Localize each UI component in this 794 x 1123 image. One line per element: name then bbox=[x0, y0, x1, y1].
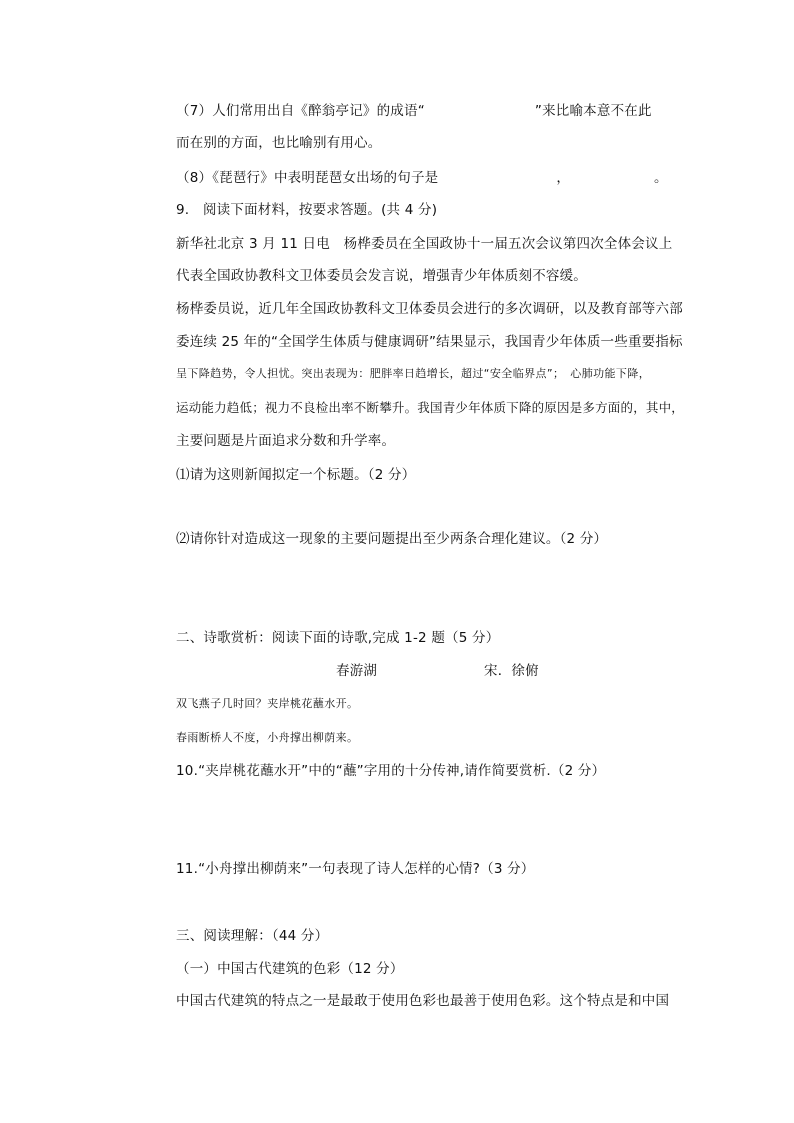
question-11: 11.“小舟撑出柳荫来”一句表现了诗人怎样的心情?（3 分） bbox=[176, 861, 535, 877]
q9-material-line-4: 委连续 25 年的“全国学生体质与健康调研”结果显示，我国青少年体质一些重要指标 bbox=[176, 334, 683, 350]
q7-text-part1: （7）人们常用出自《醉翁亭记》的成语“ bbox=[176, 103, 425, 119]
question-10: 10.“夹岸桃花蘸水开”中的“蘸”字用的十分传神,请作简要赏析.（2 分） bbox=[176, 763, 606, 779]
q9-material-line-7: 主要问题是片面追求分数和升学率。 bbox=[176, 433, 396, 449]
q8-comma: ， bbox=[556, 170, 571, 186]
q8-text: （8）《琵琶行》中表明琵琶女出场的句子是 bbox=[176, 170, 439, 186]
q8-line bbox=[176, 168, 668, 188]
q9-material-line-5: 呈下降趋势，令人担忧。突出表现为：肥胖率日趋增长，超过“安全临界点”； 心肺功能下降， bbox=[176, 367, 651, 380]
q9-material-line-1: 新华社北京 3 月 11 日电 杨桦委员在全国政协十一届五次会议第四次全体会议上 bbox=[176, 236, 673, 252]
reading-passage-line-1: 中国古代建筑的特点之一是最敢于使用色彩也最善于使用色彩。这个特点是和中国 bbox=[176, 993, 670, 1009]
q9-sub-question-1: ⑴请为这则新闻拟定一个标题。（2 分） bbox=[176, 467, 416, 483]
q9-title: 9. 阅读下面材料，按要求答题。(共 4 分) bbox=[176, 202, 438, 218]
q9-sub-question-2: ⑵请你针对造成这一现象的主要问题提出至少两条合理化建议。（2 分） bbox=[176, 531, 608, 547]
q7-text-part2: ”来比喻本意不在此 bbox=[534, 103, 652, 119]
q9-material-line-6: 运动能力趋低；视力不良检出率不断攀升。我国青少年体质下降的原因是多方面的，其中， bbox=[176, 400, 685, 415]
poem-author: 宋．徐俯 bbox=[484, 663, 539, 679]
reading-section-heading: 三、阅读理解：（44 分） bbox=[176, 928, 329, 944]
poem-line-1: 双飞燕子几时回？夹岸桃花蘸水开。 bbox=[176, 697, 359, 710]
q9-material-line-2: 代表全国政协教科文卫体委员会发言说，增强青少年体质刻不容缓。 bbox=[176, 268, 587, 284]
reading-sub-heading: （一）中国古代建筑的色彩（12 分） bbox=[176, 961, 404, 977]
q7-line-2: 而在别的方面，也比喻别有用心。 bbox=[176, 135, 382, 151]
poetry-section-heading: 二、诗歌赏析：阅读下面的诗歌,完成 1-2 题（5 分） bbox=[176, 630, 500, 646]
poem-line-2: 春雨断桥人不度，小舟撑出柳荫来。 bbox=[176, 731, 359, 744]
q8-period: 。 bbox=[654, 170, 668, 186]
q9-material-line-3: 杨桦委员说，近几年全国政协教科文卫体委员会进行的多次调研，以及教育部等六部 bbox=[176, 301, 683, 317]
poem-title: 春游湖 bbox=[336, 663, 378, 679]
q7-line-1 bbox=[176, 101, 652, 121]
